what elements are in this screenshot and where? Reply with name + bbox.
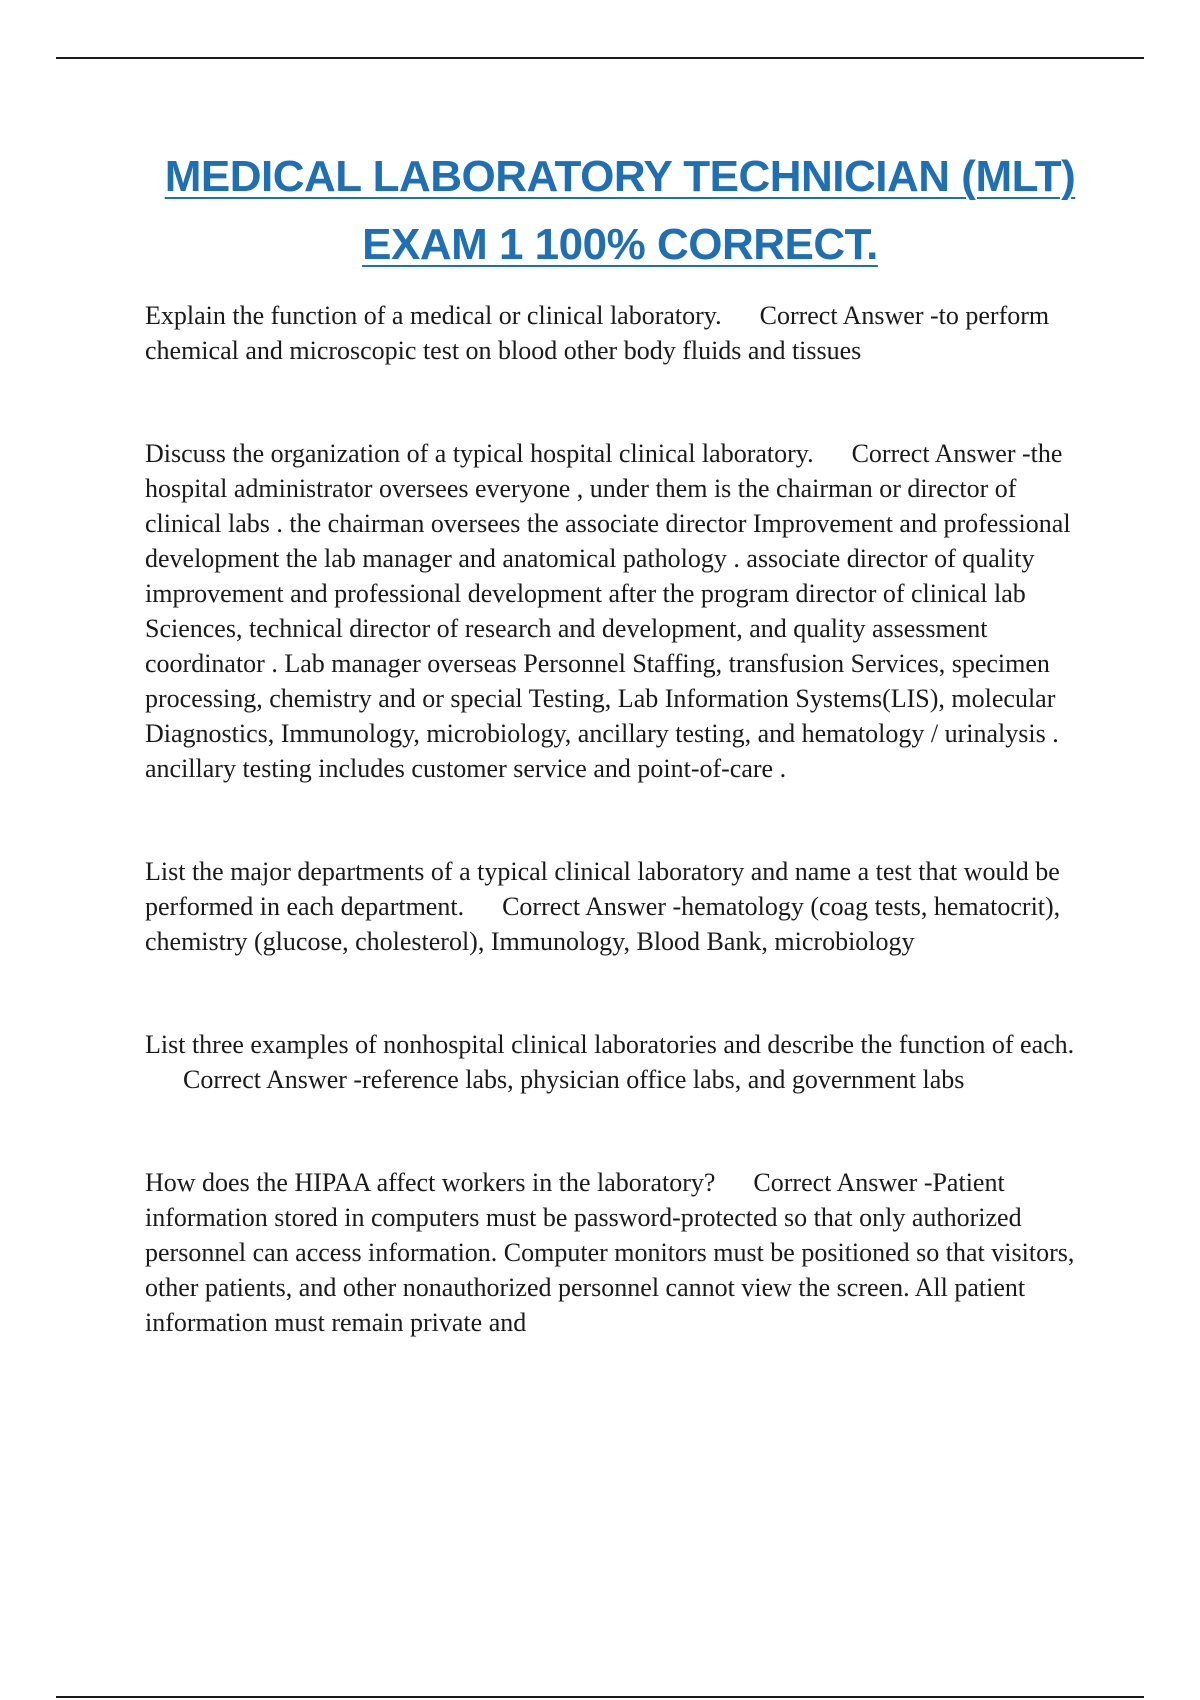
answer-text: Correct Answer -to perform chemical and microscopic test on blood other body fluids and tissues bbox=[145, 301, 1050, 365]
answer-text: Correct Answer -Patient information stored in computers must be password-protected so that only authorized personnel can access information. Computer monitors must be positioned so that visitors, other patients, and other nonauthorized personnel cannot view the screen. All patient information must remain private and bbox=[145, 1168, 1075, 1337]
question-text: How does the HIPAA affect workers in the laboratory? bbox=[145, 1168, 716, 1197]
title-line-2: EXAM 1 100% CORRECT. bbox=[362, 220, 878, 269]
title-line-1: MEDICAL LABORATORY TECHNICIAN (MLT) bbox=[164, 152, 1076, 201]
question-text: Discuss the organization of a typical hospital clinical laboratory. bbox=[145, 439, 814, 468]
qa-item bbox=[145, 854, 1095, 959]
qa-item bbox=[145, 298, 1095, 368]
question-text: List the major departments of a typical clinical laboratory and name a test that would be performed in each department. bbox=[145, 857, 1060, 921]
header-rule bbox=[56, 57, 1144, 59]
qa-item bbox=[145, 1165, 1095, 1340]
answer-text: Correct Answer -reference labs, physician office labs, and government labs bbox=[183, 1065, 965, 1094]
question-text: List three examples of nonhospital clinical laboratories and describe the function of each. bbox=[145, 1030, 1075, 1059]
qa-list bbox=[145, 298, 1095, 1340]
page-title bbox=[100, 143, 1140, 279]
qa-item bbox=[145, 436, 1095, 786]
answer-text: Correct Answer -hematology (coag tests, hematocrit), chemistry (glucose, cholesterol), Immunology, Blood Bank, microbiology bbox=[145, 892, 1061, 956]
answer-text: Correct Answer -the hospital administrator oversees everyone , under them is the chairman or director of clinical labs . the chairman oversees the associate director Improvement and professional development the lab manager and anatomical pathology . associate director of quality improvement and professional development after the program director of clinical lab Sciences, technical director of research and development, and quality assessment coordinator . Lab manager overseas Personnel Staffing, transfusion Services, specimen processing, chemistry and or special Testing, Lab Information Systems(LIS), molecular Diagnostics, Immunology, microbiology, ancillary testing, and hematology / urinalysis . ancillary testing includes customer service and point-of-care . bbox=[145, 439, 1071, 783]
footer-rule bbox=[56, 1696, 1144, 1698]
question-text: Explain the function of a medical or clinical laboratory. bbox=[145, 301, 722, 330]
qa-item bbox=[145, 1027, 1095, 1097]
